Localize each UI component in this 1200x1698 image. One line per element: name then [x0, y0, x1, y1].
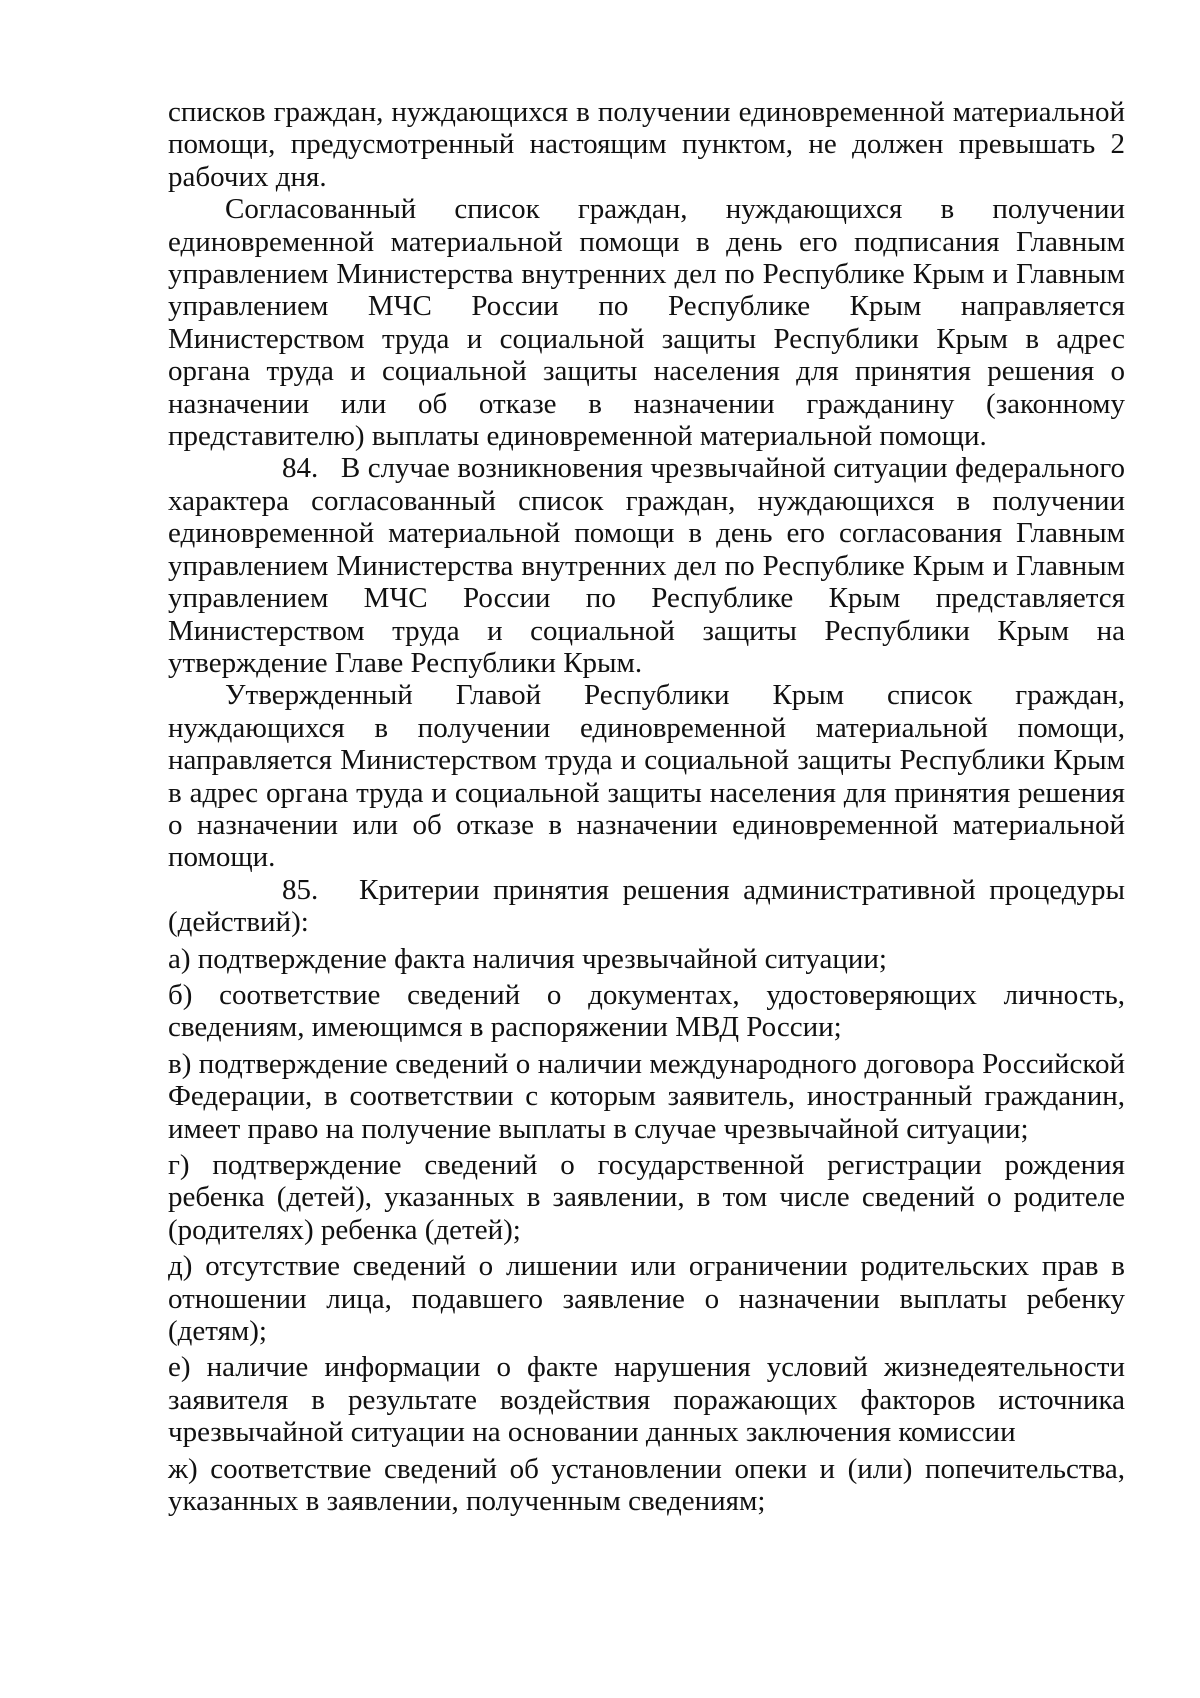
- criterion-item-v: в) подтверждение сведений о наличии международного договора Российской Федерации, в соответствии с которым заявитель, иностранный гражданин, имеет право на получение выплаты в случае чрезвычайной ситуации;: [168, 1047, 1125, 1145]
- criterion-item-a: а) подтверждение факта наличия чрезвычайной ситуации;: [168, 942, 887, 975]
- criterion-item-e: е) наличие информации о факте нарушения условий жизнедеятельности заявителя в результате воздействия поражающих факторов источника чрезвычайной ситуации на основании данных заключения комиссии: [168, 1351, 1125, 1449]
- paragraph-85: [168, 874, 1125, 939]
- criterion-item-zh: ж) соответствие сведений об установлении опеки и (или) попечительства, указанных в заявлении, полученным сведениям;: [168, 1452, 1125, 1518]
- clause-number-84: 84.: [282, 452, 319, 485]
- document-page: [168, 96, 1125, 1517]
- paragraph-agreed-list: Согласованный список граждан, нуждающихся в получении единовременной материальной помощи в день его подписания Главным управлением Министерства внутренних дел по Республике Крым и Главным управлением МЧС России по Республике Крым направляется Министерством труда и социальной защиты Республики Крым в адрес органа труда и социальной защиты населения для принятия решения о назначении или об отказе в назначении гражданину (законному представителю) выплаты единовременной материальной помощи.: [168, 193, 1125, 453]
- clause-85-text: Критерии принятия решения административной процедуры (действий):: [168, 873, 1126, 939]
- paragraph-continuation: списков граждан, нуждающихся в получении единовременной материальной помощи, предусмотренный настоящим пунктом, не должен превышать 2 рабочих дня.: [168, 96, 1125, 193]
- paragraph-84: [168, 452, 1125, 679]
- criterion-item-b: б) соответствие сведений о документах, удостоверяющих личность, сведениям, имеющимся в распоряжении МВД России;: [168, 978, 1125, 1044]
- criterion-item-d: д) отсутствие сведений о лишении или ограничении родительских прав в отношении лица, подавшего заявление о назначении выплаты ребенку (детям);: [168, 1250, 1125, 1348]
- criterion-item-g: г) подтверждение сведений о государственной регистрации рождения ребенка (детей), указанных в заявлении, в том числе сведений о родителе (родителях) ребенка (детей);: [168, 1149, 1125, 1246]
- clause-number-85: 85.: [282, 873, 319, 906]
- paragraph-approved-list: Утвержденный Главой Республики Крым список граждан, нуждающихся в получении единовременной материальной помощи, направляется Министерством труда и социальной защиты Республики Крым в адрес органа труда и социальной защиты населения для принятия решения о назначении или об отказе в назначении единовременной материальной помощи.: [168, 679, 1125, 874]
- clause-84-text: В случае возникновения чрезвычайной ситуации федерального характера согласованный список граждан, нуждающихся в получении единовременной материальной помощи в день его согласования Главным управлением Министерства внутренних дел по Республике Крым и Главным управлением МЧС России по Республике Крым представляется Министерством труда и социальной защиты Республики Крым на утверждение Главе Республики Крым.: [168, 452, 1125, 679]
